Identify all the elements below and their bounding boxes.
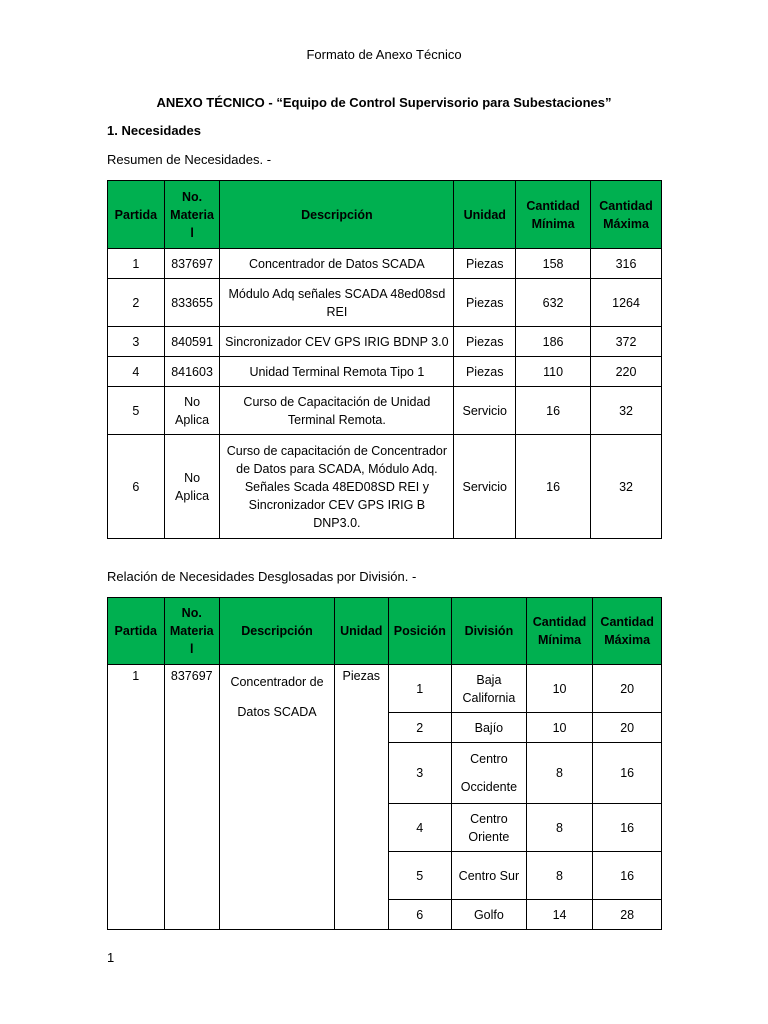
- min-qty-cell: 632: [516, 279, 591, 327]
- unit-cell: Piezas: [454, 279, 516, 327]
- partida-cell: 5: [108, 387, 165, 435]
- max-qty-cell: 20: [593, 713, 662, 743]
- position-cell: 3: [388, 743, 452, 804]
- material-cell: 833655: [164, 279, 220, 327]
- max-qty-cell: 28: [593, 900, 662, 930]
- min-qty-cell: 8: [526, 852, 593, 900]
- partida-cell: 3: [108, 327, 165, 357]
- description-cell: Sincronizador CEV GPS IRIG BDNP 3.0: [220, 327, 454, 357]
- column-header: Cantidad Máxima: [593, 598, 662, 665]
- table-row: [108, 249, 662, 279]
- table-row: [108, 435, 662, 539]
- position-cell: 5: [388, 852, 452, 900]
- summary-label: Resumen de Necesidades. -: [107, 152, 272, 167]
- column-header: No. Materia l: [164, 598, 220, 665]
- column-header: No. Materia l: [164, 181, 220, 249]
- table-row: [108, 665, 662, 713]
- column-header: Posición: [388, 598, 452, 665]
- min-qty-cell: 14: [526, 900, 593, 930]
- page-number: 1: [107, 950, 115, 965]
- column-header: Unidad: [454, 181, 516, 249]
- column-header: División: [452, 598, 527, 665]
- division-cell: Golfo: [452, 900, 527, 930]
- section-heading: 1. Necesidades: [107, 123, 201, 138]
- position-cell: 1: [388, 665, 452, 713]
- partida-cell: 2: [108, 279, 165, 327]
- max-qty-cell: 16: [593, 852, 662, 900]
- division-label: Relación de Necesidades Desglosadas por División. -: [107, 569, 417, 584]
- column-header: Cantidad Mínima: [516, 181, 591, 249]
- column-header: Cantidad Máxima: [591, 181, 662, 249]
- division-cell: Baja California: [452, 665, 527, 713]
- table-row: [108, 387, 662, 435]
- page-header: Formato de Anexo Técnico: [306, 47, 462, 62]
- unit-cell: Piezas: [454, 249, 516, 279]
- max-qty-cell: 16: [593, 804, 662, 852]
- table-row: [108, 279, 662, 327]
- column-header: Partida: [108, 181, 165, 249]
- material-cell: 837697: [164, 665, 220, 930]
- division-breakdown-table: [107, 597, 662, 930]
- min-qty-cell: 16: [516, 387, 591, 435]
- min-qty-cell: 16: [516, 435, 591, 539]
- material-cell: 840591: [164, 327, 220, 357]
- column-header: Unidad: [335, 598, 388, 665]
- min-qty-cell: 8: [526, 804, 593, 852]
- partida-cell: 1: [108, 665, 165, 930]
- description-cell: Unidad Terminal Remota Tipo 1: [220, 357, 454, 387]
- material-cell: No Aplica: [164, 387, 220, 435]
- document-title: ANEXO TÉCNICO - “Equipo de Control Supervisorio para Subestaciones”: [156, 95, 612, 110]
- max-qty-cell: 32: [591, 387, 662, 435]
- min-qty-cell: 10: [526, 713, 593, 743]
- material-cell: 841603: [164, 357, 220, 387]
- table-header-row: [108, 181, 662, 249]
- max-qty-cell: 372: [591, 327, 662, 357]
- column-header: Descripción: [220, 181, 454, 249]
- description-cell: Módulo Adq señales SCADA 48ed08sd REI: [220, 279, 454, 327]
- min-qty-cell: 158: [516, 249, 591, 279]
- division-cell: Centro Occidente: [452, 743, 527, 804]
- description-cell: Curso de capacitación de Concentrador de Datos para SCADA, Módulo Adq. Señales Scada 48ED08SD REI y Sincronizador CEV GPS IRIG B DNP3.0.: [220, 435, 454, 539]
- max-qty-cell: 16: [593, 743, 662, 804]
- material-cell: 837697: [164, 249, 220, 279]
- max-qty-cell: 32: [591, 435, 662, 539]
- position-cell: 6: [388, 900, 452, 930]
- column-header: Partida: [108, 598, 165, 665]
- unit-cell: Piezas: [454, 327, 516, 357]
- unit-cell: Servicio: [454, 435, 516, 539]
- partida-cell: 6: [108, 435, 165, 539]
- description-cell: Concentrador de Datos SCADA: [220, 249, 454, 279]
- min-qty-cell: 186: [516, 327, 591, 357]
- table-header-row: [108, 598, 662, 665]
- division-cell: Centro Oriente: [452, 804, 527, 852]
- min-qty-cell: 10: [526, 665, 593, 713]
- unit-cell: Piezas: [454, 357, 516, 387]
- min-qty-cell: 110: [516, 357, 591, 387]
- description-cell: Concentrador de Datos SCADA: [220, 665, 335, 930]
- column-header: Cantidad Mínima: [526, 598, 593, 665]
- column-header: Descripción: [220, 598, 335, 665]
- unit-cell: Piezas: [335, 665, 388, 930]
- max-qty-cell: 20: [593, 665, 662, 713]
- partida-cell: 1: [108, 249, 165, 279]
- partida-cell: 4: [108, 357, 165, 387]
- max-qty-cell: 316: [591, 249, 662, 279]
- division-cell: Centro Sur: [452, 852, 527, 900]
- max-qty-cell: 220: [591, 357, 662, 387]
- material-cell: No Aplica: [164, 435, 220, 539]
- division-cell: Bajío: [452, 713, 527, 743]
- needs-summary-table: [107, 180, 662, 539]
- unit-cell: Servicio: [454, 387, 516, 435]
- position-cell: 2: [388, 713, 452, 743]
- description-cell: Curso de Capacitación de Unidad Terminal Remota.: [220, 387, 454, 435]
- min-qty-cell: 8: [526, 743, 593, 804]
- table-row: [108, 327, 662, 357]
- position-cell: 4: [388, 804, 452, 852]
- max-qty-cell: 1264: [591, 279, 662, 327]
- table-row: [108, 357, 662, 387]
